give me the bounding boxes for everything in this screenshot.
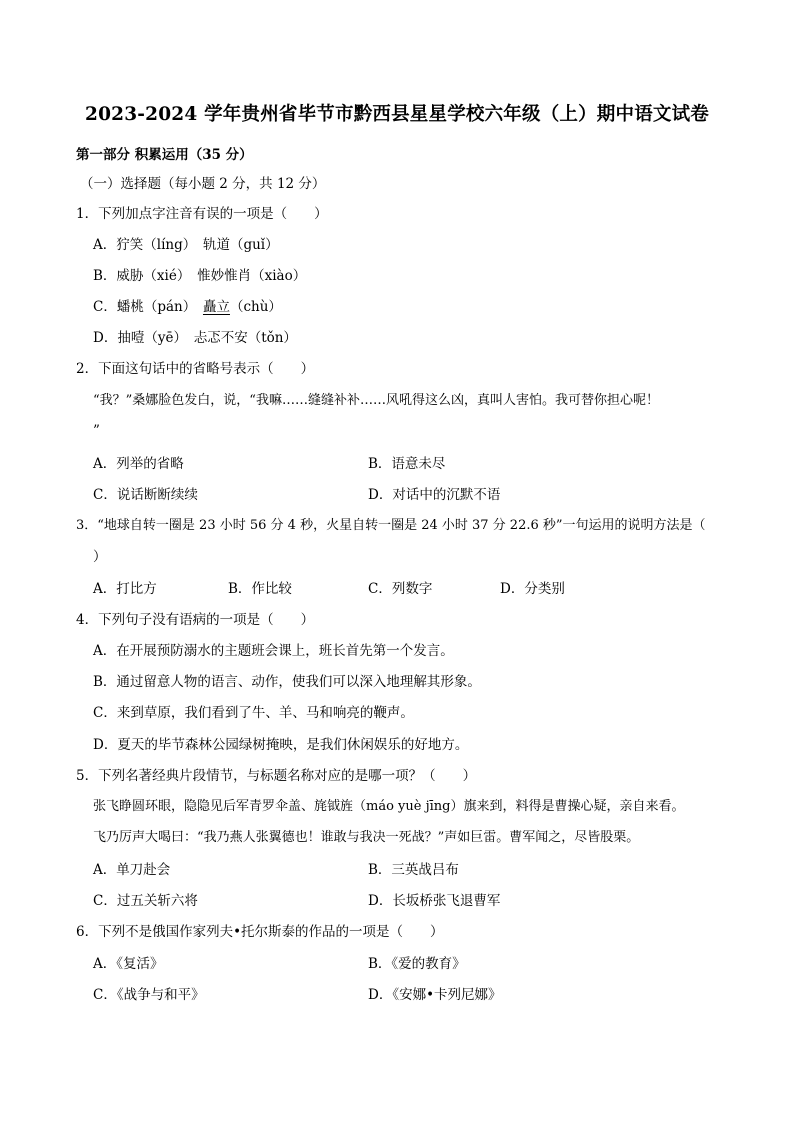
question-2-option-d: D．对话中的沉默不语: [368, 487, 501, 503]
question-3-stem: 3．“地球自转一圈是 23 小时 56 分 4 秒，火星自转一圈是 24 小时 37 分 22.6 秒”一句运用的说明方法是（: [76, 518, 706, 533]
question-5-passage-line-2: 飞乃厉声大喝曰：“我乃燕人张翼德也！谁敢与我决一死战？”声如巨雷。曹军闻之，尽皆股栗。: [93, 830, 640, 845]
question-3-option-d: D．分类别: [500, 581, 565, 597]
question-1-option-b: B．威胁（xié） 惟妙惟肖（xiào）: [93, 268, 307, 284]
part-heading: 第一部分 积累运用（35 分）: [76, 147, 253, 163]
question-6-option-c: C．《战争与和平》: [93, 987, 205, 1003]
question-2-stem: 2．下面这句话中的省略号表示（ ）: [76, 361, 315, 377]
question-2-option-b: B．语意未尽: [368, 456, 446, 472]
question-4-option-d: D．夏天的毕节森林公园绿树掩映，是我们休闲娱乐的好地方。: [93, 737, 469, 753]
option-c-prefix: C．蟠桃（pán）: [93, 299, 203, 315]
question-4-stem: 4．下列句子没有语病的一项是（ ）: [76, 612, 315, 628]
question-1-stem: 1．下列加点字注音有误的一项是（ ）: [76, 206, 328, 222]
question-5-option-a: A．单刀赴会: [93, 862, 171, 878]
question-5-stem: 5．下列名著经典片段情节，与标题名称对应的是哪一项？（ ）: [76, 768, 477, 784]
option-c-pinyin: （chù）: [229, 299, 282, 315]
question-5-option-b: B．三英战吕布: [368, 862, 459, 878]
question-3-option-b: B．作比较: [228, 581, 292, 597]
question-3-option-a: A．打比方: [93, 581, 157, 597]
underlined-word: 矗立: [202, 299, 230, 315]
question-2-option-a: A．列举的省略: [93, 456, 184, 472]
question-6-option-d: D．《安娜•卡列尼娜》: [368, 987, 502, 1003]
question-1-option-c: [93, 297, 282, 317]
question-2-quote-end: ”: [93, 423, 100, 439]
question-5-option-d: D．长坂桥张飞退曹军: [368, 893, 501, 909]
question-2-quote: “我？”桑娜脸色发白，说，“我嘛……缝缝补补……风吼得这么凶，真叫人害怕。我可替你担心呢！: [93, 393, 659, 408]
question-5-passage-line-1: 张飞睁圆环眼，隐隐见后军青罗伞盖、旄钺旌（máo yuè jīng）旗来到，料得是曹操心疑，亲自来看。: [93, 799, 685, 814]
question-3-option-c: C．列数字: [368, 581, 433, 597]
question-2-option-c: C．说话断断续续: [93, 487, 198, 503]
question-1-option-d: D．抽噎（yē） 忐忑不安（tǒn）: [93, 330, 297, 346]
question-6-stem: 6．下列不是俄国作家列夫•托尔斯泰的作品的一项是（ ）: [76, 924, 444, 940]
question-4-option-c: C．来到草原，我们看到了牛、羊、马和响亮的鞭声。: [93, 705, 414, 721]
question-6-option-a: A．《复活》: [93, 956, 164, 972]
question-3-stem-end: ）: [93, 549, 107, 565]
exam-title: 2023-2024 学年贵州省毕节市黔西县星星学校六年级（上）期中语文试卷: [85, 104, 709, 125]
question-5-option-c: C．过五关斩六将: [93, 893, 198, 909]
question-1-option-a: A．狞笑（líng） 轨道（guǐ）: [93, 237, 279, 253]
question-4-option-b: B．通过留意人物的语言、动作，使我们可以深入地理解其形象。: [93, 674, 481, 690]
section-heading: （一）选择题（每小题 2 分，共 12 分）: [80, 176, 326, 192]
question-4-option-a: A．在开展预防溺水的主题班会课上，班长首先第一个发言。: [93, 643, 454, 659]
question-6-option-b: B．《爱的教育》: [368, 956, 466, 972]
